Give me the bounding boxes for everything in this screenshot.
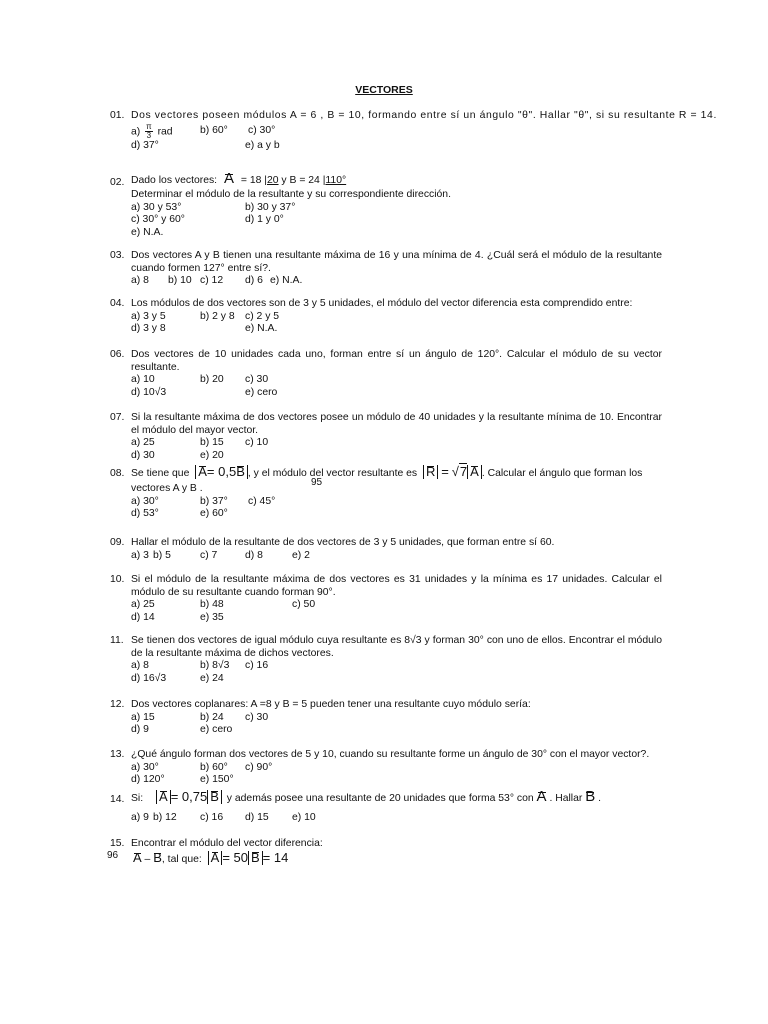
question-number: 14.: [110, 794, 125, 805]
question-13: [110, 749, 662, 787]
option-a: a) 10: [131, 374, 155, 386]
option-a: a) 8: [131, 660, 149, 672]
option-d: d) 37°: [131, 139, 159, 151]
question-number: 01.: [110, 110, 125, 121]
option-d: d) 3 y 8: [131, 323, 166, 335]
option-e: e) 20: [200, 449, 224, 461]
question-14: 14. Si: A = 0,75 B y además posee una resultante de 20 unidades que forma 53° con A . Hallar B . a) 9 b) 12 c) 16 d) 15 e) 10: [110, 788, 602, 823]
option-b: b) 37°: [200, 495, 228, 507]
option-d: d) 15: [245, 812, 269, 823]
option-d: d) 120°: [131, 774, 165, 786]
option-d: d) 16√3: [131, 672, 167, 684]
option-c: c) 30° y 60°: [131, 214, 185, 226]
equation-a-equals-075b: A: [156, 790, 171, 804]
option-c: c) 7: [200, 549, 218, 561]
option-c: c) 10: [245, 437, 269, 449]
sqrt-symbol: √7: [451, 464, 468, 479]
option-c: c) 90°: [245, 761, 273, 773]
option-c: c) 12: [200, 275, 224, 287]
question-number: 15.: [110, 838, 125, 849]
option-b: b) 24: [200, 711, 224, 723]
question-text: Si el módulo de la resultante máxima de dos vectores es 31 unidades y la mínima es 17 unidades. Calcular el módulo de su resultante cuando forman 90°.: [131, 574, 662, 598]
question-15: 15. Encontrar el módulo del vector diferencia: A – B, tal que: A = 50 B = 14: [110, 838, 662, 871]
option-b: b) 10: [168, 275, 192, 287]
fraction: $\frac{\pi}{3}$: [146, 121, 152, 140]
option-c: c) 50: [292, 599, 316, 611]
equation-r-sqrt7-a: R: [423, 465, 438, 479]
question-01: [110, 110, 717, 152]
question-text: Determinar el módulo de la resultante y su correspondiente dirección.: [131, 189, 451, 200]
option-d: d) 1 y 0°: [245, 214, 284, 226]
option-c: c) 30°: [248, 124, 276, 136]
option-d: d) 8: [245, 549, 263, 561]
option-a: a) 15: [131, 711, 155, 723]
option-a: a) 25: [131, 599, 155, 611]
option-a: a) 3 y 5: [131, 310, 166, 322]
option-b: b) 2 y 8: [200, 310, 235, 322]
option-a: a) 30°: [131, 495, 159, 507]
option-e: e) 2: [292, 549, 310, 561]
question-number: 12.: [110, 699, 125, 710]
question-number: 11.: [110, 635, 124, 646]
option-b: b) 20: [200, 374, 224, 386]
option-b: b) 60°: [200, 124, 228, 136]
question-04: [110, 298, 662, 336]
equation-a-equals-half-b: A= 0,5B: [195, 465, 248, 479]
option-e: e) 10: [292, 812, 316, 823]
question-07: [110, 412, 662, 462]
option-e: e) cero: [200, 724, 233, 736]
question-06: [110, 349, 662, 399]
question-text: Hallar el módulo de la resultante de dos vectores de 3 y 5 unidades, que forman entre sí 60.: [131, 537, 555, 548]
option-a: a) 9: [131, 812, 149, 823]
question-number: 06.: [110, 349, 125, 360]
option-b: b) 8√3: [200, 660, 230, 672]
question-09: [110, 537, 662, 562]
option-c: c) 16: [200, 812, 224, 823]
question-text: Si la resultante máxima de dos vectores posee un módulo de 40 unidades y la resultante mínima de 10. Encontrar el módulo del mayor vector.: [131, 412, 662, 436]
page-title: VECTORES: [355, 84, 413, 96]
question-text: Dos vectores de 10 unidades cada uno, forman entre sí un ángulo de 120°. Calcular el módulo de su vector resultante.: [131, 349, 662, 373]
option-e: e) 60°: [200, 508, 228, 520]
option-d: d) 53°: [131, 508, 159, 520]
question-text: Dos vectores poseen módulos A = 6 , B = 10, formando entre sí un ángulo "θ". Hallar "θ", si su resultante R = 14.: [131, 110, 717, 121]
question-text: Dos vectores A y B tienen una resultante máxima de 16 y una mínima de 4. ¿Cuál será el módulo de la resultante cuando formen 127° entre sí?.: [131, 250, 662, 274]
option-c: c) 16: [245, 660, 269, 672]
option-e: e) 24: [200, 672, 224, 684]
question-number: 07.: [110, 412, 125, 423]
option-d: d) 14: [131, 611, 155, 623]
equation-a-equals-50b: A: [208, 851, 223, 865]
option-c: c) 45°: [248, 495, 276, 507]
option-c: c) 30: [245, 711, 269, 723]
option-e: e) 150°: [200, 774, 234, 786]
question-text: Encontrar el módulo del vector diferencia:: [131, 838, 323, 849]
option-e: e) N.A.: [245, 323, 278, 335]
option-a: a) 30 y 53°: [131, 201, 182, 213]
question-text: Dos vectores coplanares: A =8 y B = 5 pueden tener una resultante cuyo módulo sería:: [131, 699, 531, 710]
question-02: 02. Dado los vectores: A = 18 |20 y B = 24 |110° Determinar el módulo de la resultante y su correspondiente dirección. a) 30 y 53° b) 30 y 37° c) 30° y 60° d) 1 y 0° e) N.A.: [110, 173, 662, 239]
vector-a-symbol: A: [223, 170, 234, 187]
question-number: 03.: [110, 250, 125, 261]
option-b: b) 15: [200, 437, 224, 449]
question-03: [110, 250, 662, 288]
option-b: b) 5: [153, 549, 171, 561]
question-number: 02.: [110, 177, 125, 188]
page-number: 95: [311, 477, 323, 488]
option-a: a) 25: [131, 437, 155, 449]
option-d: d) 6: [245, 275, 263, 287]
option-a: a) 3: [131, 549, 149, 561]
option-b: b) 48: [200, 599, 224, 611]
question-number: 13.: [110, 749, 125, 760]
question-text: Los módulos de dos vectores son de 3 y 5 unidades, el módulo del vector diferencia esta comprendido entre:: [131, 298, 633, 309]
option-a: a) $\frac{\pi}{3}$ rad: [131, 121, 173, 140]
page-number: 96: [107, 850, 119, 861]
option-c: c) 30: [245, 374, 269, 386]
option-d: d) 9: [131, 724, 149, 736]
option-e: e) a y b: [245, 139, 280, 151]
question-number: 08.: [110, 468, 125, 479]
option-e: e) N.A.: [131, 226, 164, 238]
option-b: b) 12: [153, 812, 177, 823]
option-b: b) 60°: [200, 761, 228, 773]
question-08: 08. Se tiene que A= 0,5B , y el módulo del vector resultante es R = √7 A . Calcular el ángulo que forman los vectores A y B . 95 a) 30° b) 37° c) 45° d) 53° e) 60°: [110, 464, 643, 520]
question-11: [110, 635, 662, 685]
option-d: d) 10√3: [131, 386, 167, 398]
question-text: Se tienen dos vectores de igual módulo cuya resultante es 8√3 y forman 30° con uno de ellos. Encontrar el módulo de la resultante máxima de dichos vectores.: [131, 635, 662, 659]
vector-a-symbol: A: [536, 788, 547, 805]
question-12: [110, 699, 662, 737]
question-number: 09.: [110, 537, 125, 548]
option-c: c) 2 y 5: [245, 310, 280, 322]
question-text: vectores A y B .: [131, 483, 203, 494]
option-d: d) 30: [131, 449, 155, 461]
option-b: b) 30 y 37°: [245, 201, 296, 213]
option-a: a) 30°: [131, 761, 159, 773]
question-number: 04.: [110, 298, 125, 309]
option-a: a) 8: [131, 275, 149, 287]
question-text: ¿Qué ángulo forman dos vectores de 5 y 10, cuando su resultante forme un ángulo de 30° con el mayor vector?.: [131, 749, 650, 760]
question-10: [110, 574, 662, 624]
vector-b-symbol: B: [585, 788, 596, 805]
option-e: e) cero: [245, 386, 278, 398]
option-e: e) 35: [200, 611, 224, 623]
option-e: e) N.A.: [270, 275, 303, 287]
question-number: 10.: [110, 574, 125, 585]
